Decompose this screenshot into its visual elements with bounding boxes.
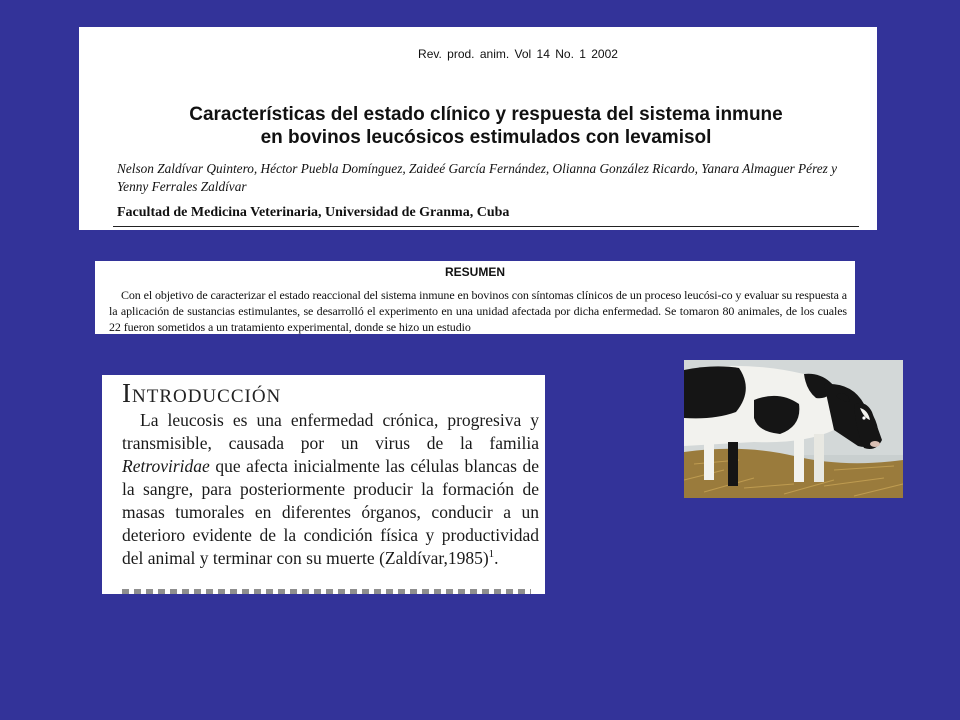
cow-eye: [862, 416, 865, 419]
intro-family-name: Retroviridae: [122, 456, 210, 476]
header-divider: [113, 226, 859, 227]
abstract-excerpt: [95, 261, 855, 334]
introduction-heading: Introducción: [122, 378, 282, 408]
intro-text-part-2: que afecta inicialmente las células blancas de la sangre, para posteriormente producir la formación de masas tumorales en diferentes órganos, conducir a un deterioro evidente de la condición física y productividad del animal y terminar con su muerte (Zaldívar,1985): [122, 456, 539, 568]
author-list: Nelson Zaldívar Quintero, Héctor Puebla Domínguez, Zaideé García Fernández, Olianna González Ricardo, Yanara Almaguer Pérez y Yenny Ferrales Zaldívar: [117, 161, 838, 194]
article-title-line-1: Características del estado clínico y respuesta del sistema inmune: [189, 104, 783, 125]
cow-leg-3: [794, 436, 804, 482]
introduction-text: [122, 409, 539, 570]
article-title: [79, 103, 877, 149]
article-header: [79, 27, 877, 230]
citation-marker: 1: [488, 548, 495, 561]
intro-text-part-1: La leucosis es una enfermedad crónica, progresiva y transmisible, causada por un virus de la familia: [122, 410, 539, 453]
abstract-text: Con el objetivo de caracterizar el estado reaccional del sistema inmune en bovinos con síntomas clínicos de un proceso leucósi-co y evaluar su respuesta a la aplicación de sustancias estimulantes, se desarrolló el experimento en una unidad afectada por dicha enfermedad. Se tomaron 80 animales, de los cuales 22 fueron sometidos a un tratamiento experimental, donde se hizo un estudio: [109, 288, 847, 334]
intro-text-end: .: [494, 548, 499, 568]
cow-leg-1: [704, 440, 714, 480]
cow-muzzle: [870, 441, 880, 447]
introduction-excerpt: [102, 375, 545, 594]
holstein-cow-icon: [684, 360, 903, 498]
cow-leg-2: [728, 442, 738, 486]
cropped-next-line: [122, 589, 531, 594]
article-title-line-2: en bovinos leucósicos estimulados con levamisol: [260, 127, 712, 148]
abstract-heading: RESUMEN: [444, 265, 505, 279]
cow-black-patch-1: [684, 366, 746, 418]
journal-citation: Rev. prod. anim. Vol 14 No. 1 2002: [418, 47, 618, 61]
affiliation: Facultad de Medicina Veterinaria, Universidad de Granma, Cuba: [117, 205, 510, 220]
cow-leg-4: [814, 434, 824, 482]
